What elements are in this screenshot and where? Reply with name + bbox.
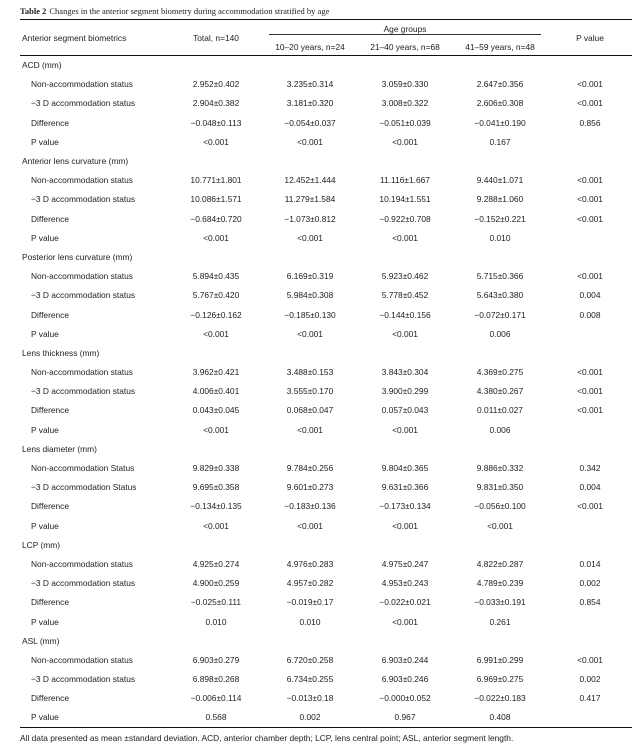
cell-group-10-20: −0.019±0.17 [286, 597, 334, 608]
cell-group-10-20: 4.957±0.282 [286, 578, 334, 589]
cell-group-21-40: −0.022±0.021 [379, 597, 431, 608]
table-container [20, 0, 632, 747]
cell-group-21-40: 3.059±0.330 [381, 79, 429, 90]
cell-group-21-40: 5.778±0.452 [381, 290, 429, 301]
header-age-groups [262, 20, 548, 38]
cell-p-value: <0.001 [577, 386, 603, 397]
cell-p-value [548, 228, 632, 247]
row-label: Difference [31, 117, 70, 128]
cell-total: <0.001 [203, 328, 229, 339]
cell-total: −0.048±0.113 [190, 117, 242, 128]
cell-group-10-20: 5.984±0.308 [286, 290, 334, 301]
cell-total: 4.925±0.274 [192, 558, 240, 569]
cell-group-10-20: 9.784±0.256 [286, 463, 334, 474]
header-total: Total, n=140 [170, 20, 262, 56]
row-label: P value [31, 616, 59, 627]
header-group-41-59: 41–59 years, n=48 [452, 38, 548, 56]
cell-group-10-20: 9.601±0.273 [286, 482, 334, 493]
table-row [20, 554, 632, 573]
cell-group-21-40: 6.903±0.246 [381, 674, 429, 685]
row-label: −3 D accommodation status [31, 674, 136, 685]
table-row [20, 574, 632, 593]
row-label: −3 D accommodation Status [31, 482, 137, 493]
table-row [20, 401, 632, 420]
cell-group-10-20: −1.073±0.812 [284, 213, 336, 224]
cell-p-value: 0.004 [579, 290, 601, 301]
cell-group-41-59: 2.606±0.308 [476, 98, 524, 109]
header-row [20, 20, 632, 38]
cell-total: 6.898±0.268 [192, 674, 240, 685]
table-row [20, 75, 632, 94]
cell-group-21-40: <0.001 [392, 616, 418, 627]
cell-group-41-59: 0.006 [489, 424, 511, 435]
cell-group-21-40: <0.001 [392, 520, 418, 531]
row-label: P value [31, 328, 59, 339]
table-row [20, 670, 632, 689]
cell-p-value: 0.008 [579, 309, 601, 320]
cell-total: 9.695±0.358 [192, 482, 240, 493]
cell-total: 5.767±0.420 [192, 290, 240, 301]
cell-p-value: <0.001 [577, 654, 603, 665]
table-row [20, 708, 632, 727]
cell-total: 0.043±0.045 [192, 405, 240, 416]
cell-group-21-40: −0.173±0.134 [379, 501, 431, 512]
cell-total: −0.126±0.162 [190, 309, 242, 320]
cell-group-41-59: 4.822±0.287 [476, 558, 524, 569]
cell-group-10-20: 3.488±0.153 [286, 367, 334, 378]
cell-total: 9.829±0.338 [192, 463, 240, 474]
biometry-table [20, 20, 632, 727]
section-title: LCP (mm) [22, 539, 60, 550]
cell-p-value [548, 612, 632, 631]
row-label: Difference [31, 597, 70, 608]
cell-group-10-20: 3.555±0.170 [286, 386, 334, 397]
cell-group-41-59: 9.831±0.350 [476, 482, 524, 493]
cell-p-value: <0.001 [577, 367, 603, 378]
section-header-row [20, 151, 632, 170]
row-label: Non-accommodation Status [31, 463, 135, 474]
section-title: ACD (mm) [22, 60, 62, 71]
section-header-row [20, 439, 632, 458]
cell-group-21-40: 4.975±0.247 [381, 558, 429, 569]
cell-group-21-40: 10.194±1.551 [379, 194, 431, 205]
cell-group-10-20: 0.002 [299, 712, 321, 723]
cell-group-10-20: −0.054±0.037 [284, 117, 336, 128]
row-label: Non-accommodation status [31, 367, 133, 378]
cell-total: 3.962±0.421 [192, 367, 240, 378]
cell-p-value: <0.001 [577, 213, 603, 224]
cell-total: 10.086±1.571 [190, 194, 242, 205]
table-title: Changes in the anterior segment biometry during accommodation stratified by age [49, 6, 330, 16]
cell-group-10-20: 12.452±1.444 [284, 175, 336, 186]
table-row [20, 209, 632, 228]
cell-group-21-40: <0.001 [392, 136, 418, 147]
cell-group-10-20: <0.001 [297, 232, 323, 243]
cell-total: −0.025±0.111 [190, 597, 242, 608]
section-title: Lens diameter (mm) [22, 443, 97, 454]
section-title: Lens thickness (mm) [22, 347, 100, 358]
header-biometrics: Anterior segment biometrics [20, 20, 170, 56]
cell-group-41-59: −0.056±0.100 [474, 501, 526, 512]
cell-p-value: 0.004 [579, 482, 601, 493]
cell-group-41-59: 9.288±1.060 [476, 194, 524, 205]
cell-total: 5.894±0.435 [192, 271, 240, 282]
table-row [20, 497, 632, 516]
table-row [20, 305, 632, 324]
row-label: Difference [31, 405, 70, 416]
row-label: −3 D accommodation status [31, 290, 136, 301]
row-label: P value [31, 520, 59, 531]
cell-group-10-20: <0.001 [297, 328, 323, 339]
cell-p-value: 0.342 [579, 463, 601, 474]
cell-group-10-20: 3.181±0.320 [286, 98, 334, 109]
cell-total: <0.001 [203, 136, 229, 147]
table-row [20, 382, 632, 401]
cell-total: −0.684±0.720 [190, 213, 242, 224]
header-group-10-20: 10–20 years, n=24 [262, 38, 358, 56]
section-header-row [20, 247, 632, 266]
row-label: Non-accommodation status [31, 654, 133, 665]
cell-p-value: <0.001 [577, 405, 603, 416]
cell-total: 0.568 [205, 712, 227, 723]
cell-group-21-40: <0.001 [392, 328, 418, 339]
cell-group-21-40: −0.000±0.052 [379, 693, 431, 704]
cell-group-41-59: 5.643±0.380 [476, 290, 524, 301]
cell-group-21-40: 3.900±0.299 [381, 386, 429, 397]
table-body [20, 56, 632, 728]
cell-group-10-20: 6.734±0.255 [286, 674, 334, 685]
header-p-value: P value [548, 20, 632, 56]
cell-group-41-59: 0.011±0.027 [477, 405, 523, 416]
cell-group-41-59: −0.022±0.183 [474, 693, 526, 704]
cell-total: 2.952±0.402 [192, 79, 240, 90]
table-row [20, 267, 632, 286]
cell-group-21-40: 5.923±0.462 [381, 271, 429, 282]
cell-group-41-59: 5.715±0.366 [476, 271, 524, 282]
cell-group-21-40: 3.008±0.322 [381, 98, 429, 109]
header-group-21-40: 21–40 years, n=68 [358, 38, 452, 56]
row-label: Difference [31, 501, 70, 512]
table-row [20, 228, 632, 247]
cell-group-41-59: 0.261 [489, 616, 511, 627]
row-label: P value [31, 424, 59, 435]
row-label: P value [31, 232, 59, 243]
table-footnote: All data presented as mean ±standard deviation. ACD, anterior chamber depth; LCP, lens central point; ASL, anterior segment length. [20, 727, 632, 747]
cell-group-41-59: 4.789±0.239 [476, 578, 524, 589]
cell-p-value: <0.001 [577, 98, 603, 109]
row-label: Difference [31, 693, 70, 704]
table-row [20, 612, 632, 631]
cell-group-10-20: <0.001 [297, 424, 323, 435]
table-row [20, 171, 632, 190]
cell-group-41-59: −0.072±0.171 [474, 309, 526, 320]
cell-group-21-40: 9.631±0.366 [381, 482, 429, 493]
cell-p-value: 0.002 [579, 674, 601, 685]
cell-group-10-20: 0.068±0.047 [286, 405, 334, 416]
cell-group-10-20: −0.183±0.136 [284, 501, 336, 512]
table-row [20, 593, 632, 612]
row-label: P value [31, 136, 59, 147]
cell-group-41-59: 9.886±0.332 [476, 463, 524, 474]
cell-p-value: 0.002 [579, 578, 601, 589]
cell-group-21-40: −0.922±0.708 [379, 213, 431, 224]
cell-p-value [548, 708, 632, 727]
cell-total: 10.771±1.801 [190, 175, 242, 186]
section-header-row [20, 56, 632, 75]
table-label: Table 2 [20, 6, 47, 16]
cell-p-value: 0.856 [579, 117, 601, 128]
cell-total: 6.903±0.279 [192, 654, 240, 665]
cell-group-41-59: 6.991±0.299 [476, 654, 524, 665]
cell-total: −0.134±0.135 [190, 501, 242, 512]
cell-group-10-20: 6.720±0.258 [286, 654, 334, 665]
cell-group-21-40: 6.903±0.244 [381, 654, 429, 665]
cell-group-10-20: 11.279±1.584 [284, 194, 336, 205]
table-row [20, 650, 632, 669]
cell-p-value: <0.001 [577, 79, 603, 90]
cell-total: 4.900±0.259 [192, 578, 240, 589]
row-label: P value [31, 712, 59, 723]
section-header-row [20, 343, 632, 362]
cell-group-41-59: 4.380±0.267 [476, 386, 524, 397]
cell-group-41-59: 9.440±1.071 [476, 175, 524, 186]
cell-group-21-40: 9.804±0.365 [381, 463, 429, 474]
table-row [20, 113, 632, 132]
cell-group-41-59: 0.006 [489, 328, 511, 339]
row-label: Non-accommodation status [31, 271, 133, 282]
cell-total: <0.001 [203, 520, 229, 531]
cell-group-10-20: <0.001 [297, 520, 323, 531]
cell-group-21-40: 11.116±1.667 [380, 175, 430, 186]
cell-group-41-59: −0.152±0.221 [474, 213, 526, 224]
cell-group-41-59: 2.647±0.356 [476, 79, 524, 90]
cell-group-10-20: 3.235±0.314 [286, 79, 334, 90]
cell-group-10-20: <0.001 [297, 136, 323, 147]
cell-group-41-59: −0.041±0.190 [474, 117, 526, 128]
table-row [20, 286, 632, 305]
cell-group-21-40: 0.967 [394, 712, 416, 723]
cell-group-21-40: −0.144±0.156 [379, 309, 431, 320]
row-label: Non-accommodation status [31, 79, 133, 90]
cell-p-value: <0.001 [577, 501, 603, 512]
row-label: Non-accommodation status [31, 558, 133, 569]
table-caption [20, 4, 632, 20]
table-row [20, 689, 632, 708]
table-row [20, 458, 632, 477]
table-row [20, 324, 632, 343]
cell-total: 0.010 [205, 616, 227, 627]
cell-p-value: <0.001 [577, 271, 603, 282]
cell-p-value [548, 132, 632, 151]
table-row [20, 190, 632, 209]
row-label: −3 D accommodation status [31, 98, 136, 109]
cell-total: <0.001 [203, 424, 229, 435]
cell-total: <0.001 [203, 232, 229, 243]
section-header-row [20, 535, 632, 554]
section-title: Posterior lens curvature (mm) [22, 251, 133, 262]
cell-group-41-59: 6.969±0.275 [476, 674, 524, 685]
table-row [20, 478, 632, 497]
cell-group-41-59: 0.408 [489, 712, 511, 723]
cell-group-10-20: −0.185±0.130 [284, 309, 336, 320]
cell-group-41-59: −0.033±0.191 [474, 597, 526, 608]
cell-group-10-20: 4.976±0.283 [286, 558, 334, 569]
cell-group-10-20: 0.010 [299, 616, 321, 627]
cell-p-value [548, 324, 632, 343]
cell-group-21-40: <0.001 [392, 232, 418, 243]
row-label: Non-accommodation status [31, 175, 133, 186]
cell-group-41-59: <0.001 [487, 520, 513, 531]
cell-p-value [548, 516, 632, 535]
cell-p-value [548, 420, 632, 439]
cell-group-41-59: 0.167 [489, 136, 511, 147]
cell-group-21-40: 3.843±0.304 [381, 367, 429, 378]
section-title: Anterior lens curvature (mm) [22, 156, 129, 167]
cell-group-41-59: 0.010 [489, 232, 511, 243]
cell-group-21-40: 0.057±0.043 [381, 405, 429, 416]
cell-total: 4.006±0.401 [192, 386, 240, 397]
row-label: −3 D accommodation status [31, 578, 136, 589]
cell-total: −0.006±0.114 [190, 693, 242, 704]
section-header-row [20, 631, 632, 650]
cell-p-value: 0.014 [579, 558, 601, 569]
row-label: −3 D accommodation status [31, 194, 136, 205]
cell-group-10-20: 6.169±0.319 [286, 271, 334, 282]
cell-p-value: 0.417 [579, 693, 601, 704]
cell-group-21-40: <0.001 [392, 424, 418, 435]
table-row [20, 363, 632, 382]
row-label: −3 D accommodation status [31, 386, 136, 397]
table-row [20, 420, 632, 439]
cell-p-value: 0.854 [579, 597, 601, 608]
section-title: ASL (mm) [22, 635, 60, 646]
cell-group-21-40: −0.051±0.039 [379, 117, 431, 128]
table-row [20, 94, 632, 113]
row-label: Difference [31, 309, 70, 320]
cell-group-41-59: 4.369±0.275 [476, 367, 524, 378]
cell-group-10-20: −0.013±0.18 [286, 693, 334, 704]
table-row [20, 132, 632, 151]
cell-total: 2.904±0.382 [192, 98, 240, 109]
cell-p-value: <0.001 [577, 194, 603, 205]
table-row [20, 516, 632, 535]
age-groups-label: Age groups [269, 24, 541, 35]
cell-p-value: <0.001 [577, 175, 603, 186]
cell-group-21-40: 4.953±0.243 [381, 578, 429, 589]
row-label: Difference [31, 213, 70, 224]
